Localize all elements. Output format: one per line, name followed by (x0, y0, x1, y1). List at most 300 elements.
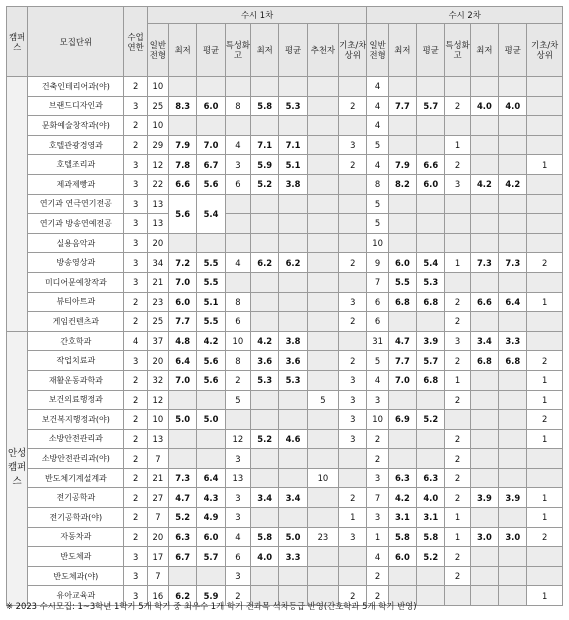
value-cell: 3 (367, 468, 388, 488)
value-cell: 1 (445, 370, 470, 390)
value-cell (499, 566, 527, 586)
dept-name: 소방안전관리과 (28, 429, 124, 449)
value-cell (388, 566, 416, 586)
header-s1-general: 일반전형 (147, 24, 168, 77)
value-cell: 12 (225, 429, 250, 449)
value-cell: 6.7 (197, 155, 225, 175)
value-cell: 6.2 (169, 586, 197, 606)
value-cell (339, 468, 367, 488)
value-cell: 4.3 (197, 488, 225, 508)
value-cell (307, 331, 338, 351)
value-cell: 6 (367, 292, 388, 312)
table-row (7, 449, 563, 469)
value-cell (307, 410, 338, 430)
value-cell (417, 135, 445, 155)
value-cell: 4.0 (470, 96, 498, 116)
value-cell (499, 272, 527, 292)
table-row (7, 547, 563, 567)
table-row (7, 468, 563, 488)
header-s2-min: 최저 (388, 24, 416, 77)
value-cell: 5.3 (279, 370, 307, 390)
value-cell: 4 (225, 253, 250, 273)
value-cell (470, 429, 498, 449)
value-cell (417, 566, 445, 586)
value-cell: 5.7 (417, 351, 445, 371)
dept-name: 자동차과 (28, 527, 124, 547)
value-cell: 5.9 (251, 155, 279, 175)
table-row (7, 351, 563, 371)
dept-name: 연기과 연극연기전공 (28, 194, 124, 214)
dept-name: 브랜드디자인과 (28, 96, 124, 116)
table-row (7, 370, 563, 390)
value-cell: 2 (367, 429, 388, 449)
value-cell: 7.1 (251, 135, 279, 155)
value-cell: 7.9 (169, 135, 197, 155)
value-cell: 16 (147, 586, 168, 606)
value-cell (225, 233, 250, 253)
dept-name: 보건복지행정과(야) (28, 410, 124, 430)
value-cell (339, 566, 367, 586)
value-cell: 37 (147, 331, 168, 351)
dept-name: 연기과 방송연예전공 (28, 214, 124, 234)
value-cell (527, 194, 563, 214)
value-cell (169, 116, 197, 136)
value-cell (339, 174, 367, 194)
value-cell: 6.6 (470, 292, 498, 312)
value-cell: 3.0 (470, 527, 498, 547)
value-cell: 3 (339, 390, 367, 410)
years-cell: 3 (124, 566, 147, 586)
value-cell (307, 174, 338, 194)
value-cell (470, 508, 498, 528)
value-cell: 3 (339, 429, 367, 449)
header-susi1: 수시 1차 (147, 7, 367, 24)
value-cell (169, 390, 197, 410)
value-cell: 4 (367, 116, 388, 136)
table-row (7, 272, 563, 292)
value-cell: 7 (147, 508, 168, 528)
table-row (7, 253, 563, 273)
value-cell (417, 449, 445, 469)
dept-name: 문화예술창작과(야) (28, 116, 124, 136)
value-cell: 17 (147, 547, 168, 567)
value-cell (169, 566, 197, 586)
value-cell: 5.2 (251, 174, 279, 194)
value-cell: 5.9 (197, 586, 225, 606)
header-s1-voc-min: 최저 (251, 24, 279, 77)
value-cell (307, 135, 338, 155)
value-cell: 5.2 (417, 410, 445, 430)
value-cell (197, 449, 225, 469)
value-cell: 7.7 (169, 312, 197, 332)
header-s2-voc-avg: 평균 (499, 24, 527, 77)
value-cell: 5 (367, 194, 388, 214)
value-cell (339, 547, 367, 567)
value-cell (470, 312, 498, 332)
value-cell: 5.3 (417, 272, 445, 292)
value-cell (388, 194, 416, 214)
value-cell (169, 449, 197, 469)
table-row (7, 390, 563, 410)
value-cell: 13 (147, 214, 168, 234)
value-cell: 5.1 (279, 155, 307, 175)
years-cell: 3 (124, 194, 147, 214)
header-s1-vocational: 특성화고 (225, 24, 250, 77)
value-cell (388, 214, 416, 234)
value-cell: 2 (445, 312, 470, 332)
value-cell: 8 (367, 174, 388, 194)
value-cell (470, 194, 498, 214)
footnote: ※ 2023 수시모집: 1~3학년 1학기 5개 학기 중 최우수 1개 학기 전과목 석차등급 반영(간호학과 5개 학기 반영) (6, 601, 417, 611)
value-cell: 2 (527, 253, 563, 273)
dept-name: 실용음악과 (28, 233, 124, 253)
years-cell: 3 (124, 586, 147, 606)
value-cell (307, 96, 338, 116)
header-s1-min: 최저 (169, 24, 197, 77)
value-cell: 8 (225, 292, 250, 312)
campus-cell-anseong: 안성캠퍼스 (7, 331, 28, 605)
years-cell: 2 (124, 449, 147, 469)
value-cell (279, 292, 307, 312)
value-cell (251, 214, 279, 234)
value-cell: 10 (147, 410, 168, 430)
value-cell (499, 370, 527, 390)
value-cell: 21 (147, 468, 168, 488)
value-cell (251, 292, 279, 312)
value-cell: 6.6 (417, 155, 445, 175)
value-cell (417, 77, 445, 97)
value-cell (388, 77, 416, 97)
table-row (7, 331, 563, 351)
value-cell: 21 (147, 272, 168, 292)
value-cell: 1 (445, 508, 470, 528)
value-cell: 5.8 (417, 527, 445, 547)
header-campus: 캠퍼스 (7, 7, 28, 77)
value-cell (445, 77, 470, 97)
table-row (7, 194, 563, 214)
value-cell: 4 (367, 77, 388, 97)
value-cell: 10 (307, 468, 338, 488)
value-cell: 5.8 (251, 96, 279, 116)
value-cell (251, 116, 279, 136)
value-cell: 25 (147, 96, 168, 116)
value-cell: 1 (527, 429, 563, 449)
value-cell: 1 (527, 586, 563, 606)
dept-name: 재활운동과학과 (28, 370, 124, 390)
value-cell: 8.3 (169, 96, 197, 116)
header-s2-general: 일반전형 (367, 24, 388, 77)
years-cell: 2 (124, 527, 147, 547)
value-cell: 3.9 (417, 331, 445, 351)
value-cell: 5 (367, 351, 388, 371)
value-cell: 7 (147, 449, 168, 469)
value-cell: 6.0 (197, 527, 225, 547)
value-cell: 1 (367, 527, 388, 547)
value-cell: 2 (225, 370, 250, 390)
dept-name: 뷰티아트과 (28, 292, 124, 312)
value-cell: 5 (367, 135, 388, 155)
years-cell: 2 (124, 390, 147, 410)
years-cell: 3 (124, 174, 147, 194)
value-cell: 7.0 (169, 370, 197, 390)
campus-cell-first (7, 77, 28, 332)
admission-table-container (6, 6, 563, 606)
value-cell (417, 312, 445, 332)
value-cell: 3 (445, 174, 470, 194)
value-cell (527, 116, 563, 136)
value-cell: 6.0 (388, 547, 416, 567)
value-cell: 3 (445, 331, 470, 351)
value-cell: 3 (339, 370, 367, 390)
value-cell: 7.7 (388, 351, 416, 371)
value-cell: 2 (445, 155, 470, 175)
value-cell (499, 390, 527, 410)
value-cell (307, 429, 338, 449)
value-cell: 10 (147, 116, 168, 136)
value-cell: 4 (367, 155, 388, 175)
value-cell: 3 (225, 566, 250, 586)
table-row (7, 410, 563, 430)
header-s1-avg: 평균 (197, 24, 225, 77)
years-cell: 3 (124, 214, 147, 234)
value-cell: 3 (339, 292, 367, 312)
dept-name: 미디어문예창작과 (28, 272, 124, 292)
value-cell (225, 194, 250, 214)
value-cell: 2 (445, 449, 470, 469)
value-cell: 7.7 (388, 96, 416, 116)
value-cell (339, 331, 367, 351)
value-cell: 3.6 (251, 351, 279, 371)
value-cell: 2 (445, 488, 470, 508)
dept-name: 보건의료행정과 (28, 390, 124, 410)
value-cell (169, 429, 197, 449)
value-cell: 6 (225, 174, 250, 194)
value-cell (527, 566, 563, 586)
value-cell (307, 566, 338, 586)
value-cell: 5 (367, 214, 388, 234)
value-cell (197, 390, 225, 410)
value-cell: 4.0 (417, 488, 445, 508)
value-cell (499, 233, 527, 253)
header-years: 수업연한 (124, 7, 147, 77)
value-cell: 3.4 (470, 331, 498, 351)
table-row (7, 233, 563, 253)
value-cell: 4.2 (251, 331, 279, 351)
value-cell: 6.8 (388, 292, 416, 312)
value-cell: 7.8 (169, 155, 197, 175)
value-cell: 5.2 (251, 429, 279, 449)
value-cell: 34 (147, 253, 168, 273)
value-cell (225, 77, 250, 97)
value-cell: 4.7 (169, 488, 197, 508)
value-cell (470, 449, 498, 469)
value-cell: 7 (367, 272, 388, 292)
value-cell: 3.4 (279, 488, 307, 508)
value-cell (339, 233, 367, 253)
value-cell (499, 194, 527, 214)
value-cell (445, 410, 470, 430)
value-cell (251, 77, 279, 97)
value-cell (169, 233, 197, 253)
value-cell (388, 390, 416, 410)
years-cell: 2 (124, 370, 147, 390)
value-cell (388, 135, 416, 155)
value-cell (470, 77, 498, 97)
value-cell (388, 233, 416, 253)
value-cell: 12 (147, 390, 168, 410)
value-cell: 5.0 (169, 410, 197, 430)
value-cell: 5.8 (388, 527, 416, 547)
value-cell: 5.3 (251, 370, 279, 390)
value-cell (388, 429, 416, 449)
value-cell (417, 194, 445, 214)
value-cell: 3 (339, 527, 367, 547)
value-cell: 6.0 (197, 96, 225, 116)
value-cell (197, 429, 225, 449)
value-cell (279, 449, 307, 469)
value-cell: 3 (367, 390, 388, 410)
value-cell: 2 (367, 449, 388, 469)
value-cell: 4 (225, 135, 250, 155)
value-cell: 7.9 (388, 155, 416, 175)
value-cell (339, 272, 367, 292)
header-s1-lowincome: 기초/차상위 (339, 24, 367, 77)
value-cell (470, 586, 498, 606)
table-row (7, 566, 563, 586)
value-cell: 5.6 (197, 174, 225, 194)
value-cell (527, 96, 563, 116)
years-cell: 2 (124, 292, 147, 312)
value-cell: 2 (445, 96, 470, 116)
value-cell: 3 (367, 508, 388, 528)
value-cell: 1 (527, 488, 563, 508)
value-cell: 4.2 (197, 331, 225, 351)
value-cell (470, 370, 498, 390)
value-cell: 2 (367, 566, 388, 586)
value-cell (225, 410, 250, 430)
value-cell: 6.4 (499, 292, 527, 312)
value-cell: 5.7 (417, 96, 445, 116)
table-row (7, 292, 563, 312)
value-cell (499, 116, 527, 136)
value-cell (527, 272, 563, 292)
value-cell: 8 (225, 351, 250, 371)
value-cell (307, 547, 338, 567)
value-cell (470, 214, 498, 234)
value-cell: 3 (225, 508, 250, 528)
value-cell: 3.8 (279, 174, 307, 194)
value-cell: 3 (225, 488, 250, 508)
value-cell: 6.3 (388, 468, 416, 488)
value-cell: 23 (147, 292, 168, 312)
dept-name: 게임컨텐츠과 (28, 312, 124, 332)
value-cell (527, 331, 563, 351)
value-cell: 4.0 (251, 547, 279, 567)
value-cell (445, 272, 470, 292)
value-cell: 5 (307, 390, 338, 410)
value-cell: 22 (147, 174, 168, 194)
value-cell (527, 547, 563, 567)
value-cell: 3 (339, 135, 367, 155)
value-cell (307, 292, 338, 312)
value-cell: 7.3 (470, 253, 498, 273)
value-cell: 10 (367, 410, 388, 430)
value-cell: 3.8 (279, 331, 307, 351)
value-cell: 6.2 (251, 253, 279, 273)
table-row (7, 77, 563, 97)
value-cell (499, 155, 527, 175)
value-cell (307, 508, 338, 528)
value-cell (307, 116, 338, 136)
value-cell: 3.3 (499, 331, 527, 351)
value-cell: 2 (339, 586, 367, 606)
value-cell: 6.7 (169, 547, 197, 567)
table-row (7, 527, 563, 547)
value-cell (499, 135, 527, 155)
header-dept: 모집단위 (28, 7, 124, 77)
value-cell (279, 116, 307, 136)
value-cell (470, 566, 498, 586)
value-cell: 2 (367, 586, 388, 606)
value-cell: 6 (367, 312, 388, 332)
value-cell: 4 (225, 527, 250, 547)
value-cell: 5 (225, 390, 250, 410)
value-cell: 32 (147, 370, 168, 390)
value-cell (527, 214, 563, 234)
value-cell (499, 214, 527, 234)
years-cell: 2 (124, 468, 147, 488)
value-cell (279, 312, 307, 332)
value-cell: 7.3 (169, 468, 197, 488)
value-cell: 3.3 (279, 547, 307, 567)
value-cell (251, 312, 279, 332)
years-cell: 3 (124, 155, 147, 175)
value-cell: 4.7 (388, 331, 416, 351)
value-cell: 1 (527, 292, 563, 312)
value-cell: 7.0 (169, 272, 197, 292)
value-cell: 5.6 (197, 351, 225, 371)
value-cell: 5.1 (197, 292, 225, 312)
years-cell: 2 (124, 135, 147, 155)
value-cell: 2 (339, 253, 367, 273)
value-cell: 13 (147, 194, 168, 214)
value-cell (279, 508, 307, 528)
value-cell (470, 468, 498, 488)
dept-name: 유아교육과 (28, 586, 124, 606)
header-s2-voc-min: 최저 (470, 24, 498, 77)
value-cell (445, 233, 470, 253)
value-cell (499, 410, 527, 430)
years-cell: 2 (124, 77, 147, 97)
table-header (7, 7, 563, 77)
value-cell: 2 (445, 429, 470, 449)
value-cell (307, 488, 338, 508)
value-cell: 2 (445, 292, 470, 312)
value-cell: 4.2 (470, 174, 498, 194)
value-cell: 3 (339, 410, 367, 430)
value-cell: 1 (527, 370, 563, 390)
value-cell (225, 116, 250, 136)
value-cell: 3.6 (279, 351, 307, 371)
value-cell (307, 312, 338, 332)
value-cell: 6.2 (279, 253, 307, 273)
value-cell: 5.0 (197, 410, 225, 430)
value-cell (470, 116, 498, 136)
header-s1-voc-avg: 평균 (279, 24, 307, 77)
value-cell: 4 (367, 547, 388, 567)
value-cell (499, 77, 527, 97)
value-cell: 7.3 (499, 253, 527, 273)
